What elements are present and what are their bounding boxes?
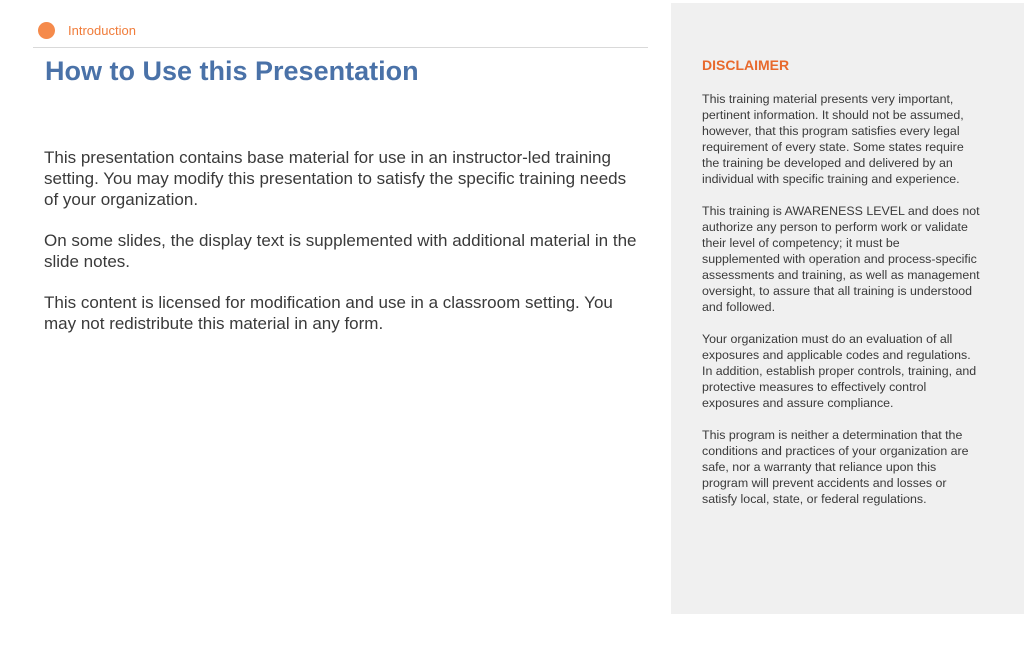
disclaimer-paragraph: This program is neither a determination that the conditions and practices of your organization are safe, nor a warranty that reliance upon this program will prevent accidents and losses or satisfy local, state, or federal regulations. <box>702 428 969 506</box>
section-marker-dot <box>38 22 55 39</box>
main-content <box>44 147 644 354</box>
disclaimer-paragraph: Your organization must do an evaluation of all exposures and applicable codes and regulations. In addition, establish proper controls, training, and protective measures to effectively control exposures and assure compliance. <box>702 332 977 410</box>
body-paragraph: This content is licensed for modification and use in a classroom setting. You may not redistribute this material in any form. <box>44 293 613 333</box>
disclaimer-paragraph: This training material presents very important, pertinent information. It should not be assumed, however, that this program satisfies every legal requirement of every state. Some states require the training be developed and delivered by an individual with specific training and experience. <box>702 92 964 186</box>
body-paragraph: On some slides, the display text is supplemented with additional material in the slide notes. <box>44 231 637 271</box>
disclaimer-paragraph: This training is AWARENESS LEVEL and does not authorize any person to perform work or validate their level of competency; it must be supplemented with operation and process-specific assessments and training, as well as management oversight, to assure that all training is understood and followed. <box>702 204 980 314</box>
section-label: Introduction <box>68 23 136 38</box>
disclaimer-body <box>702 91 980 523</box>
disclaimer-heading: DISCLAIMER <box>702 57 790 73</box>
disclaimer-panel <box>671 3 1024 614</box>
body-paragraph: This presentation contains base material for use in an instructor-led training setting. You may modify this presentation to satisfy the specific training needs of your organization. <box>44 148 627 209</box>
page-title: How to Use this Presentation <box>45 56 419 86</box>
title-divider <box>33 47 648 48</box>
